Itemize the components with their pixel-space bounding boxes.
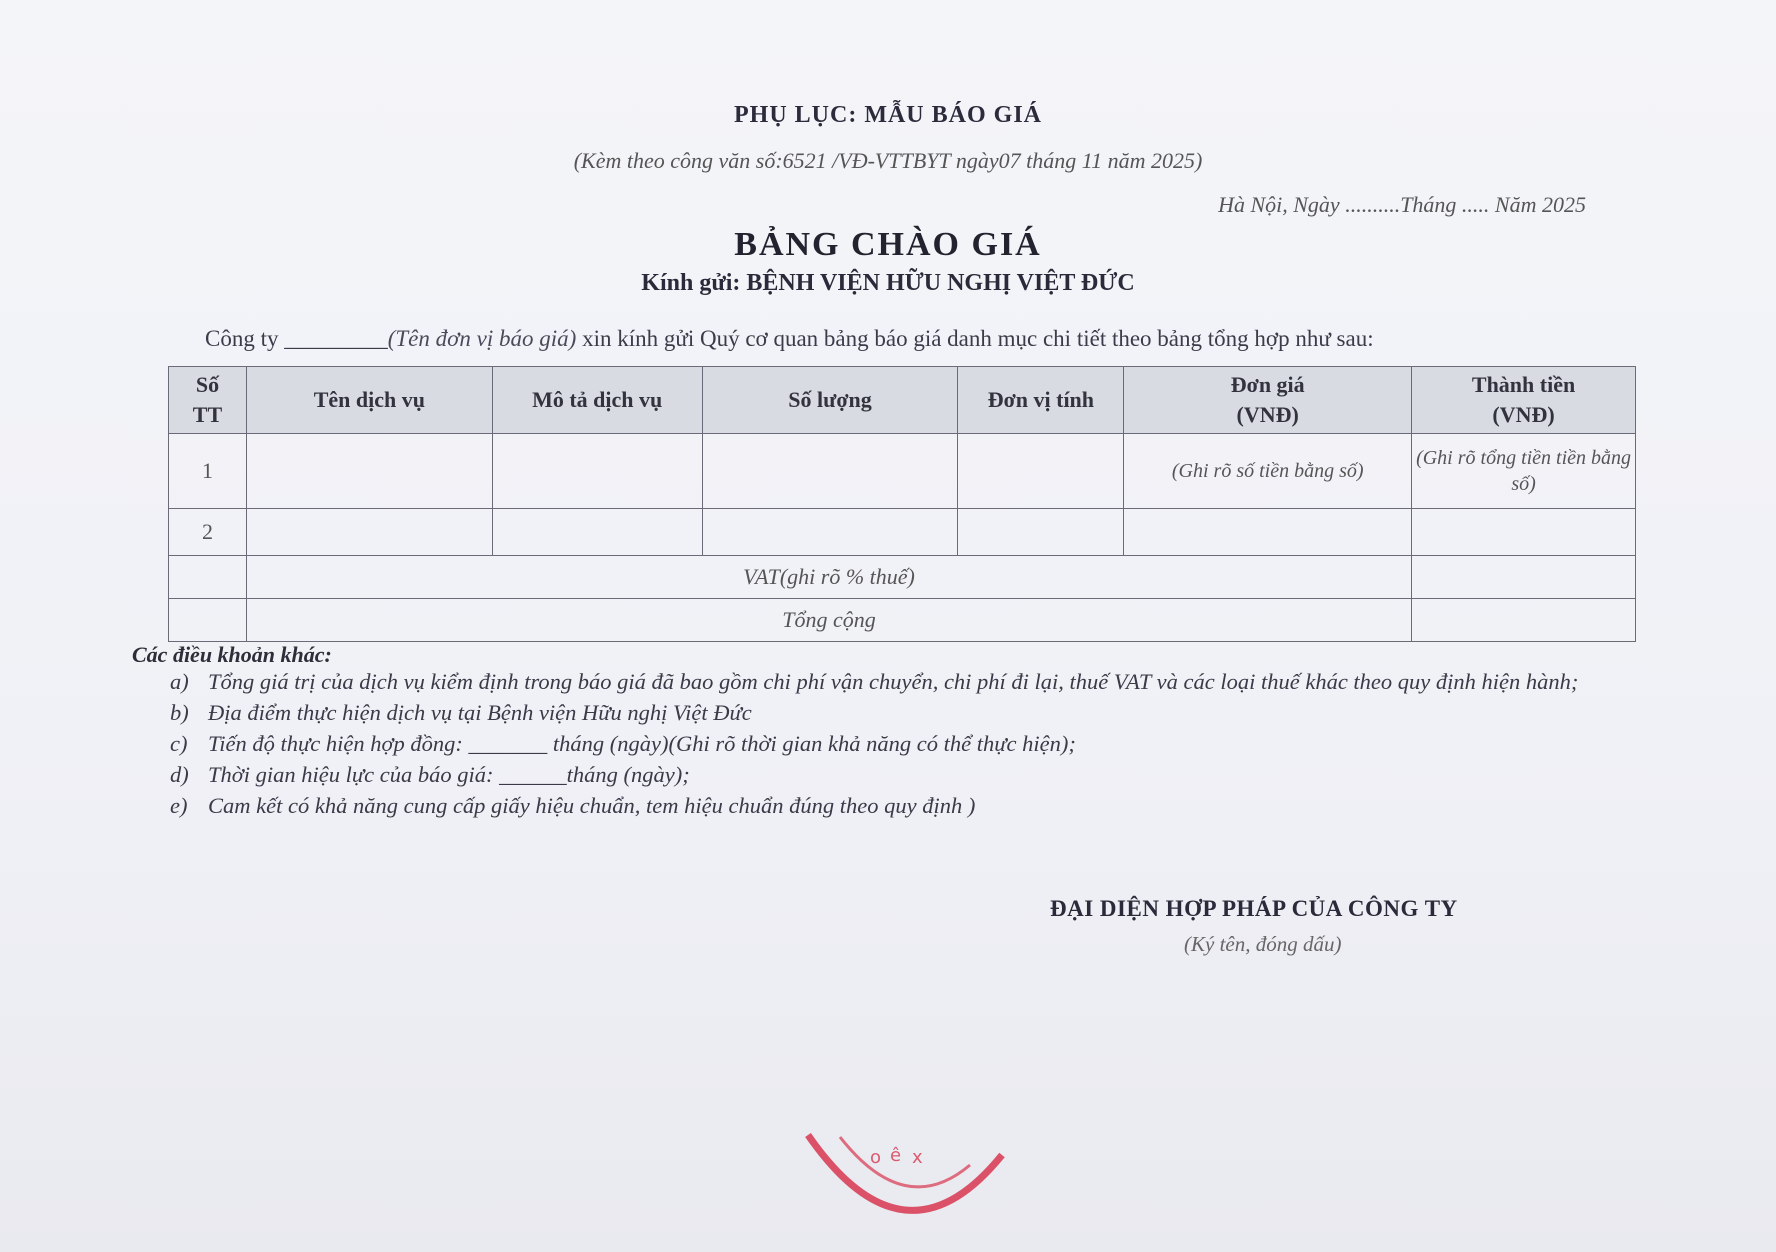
cell-quantity — [702, 509, 958, 556]
cell-service-name — [246, 434, 492, 509]
list-item — [170, 790, 1680, 821]
cell-stt: 1 — [169, 434, 247, 509]
recipient-line: Kính gửi: BỆNH VIỆN HỮU NGHỊ VIỆT ĐỨC — [641, 270, 1135, 296]
cell-total-amount — [1412, 599, 1636, 642]
table-row — [169, 434, 1636, 509]
item-text: Thời gian hiệu lực của báo giá: ______tháng (ngày); — [208, 762, 690, 787]
item-marker: b) — [170, 700, 189, 725]
cell-service-desc — [492, 509, 702, 556]
header-quantity: Số lượng — [702, 367, 958, 434]
item-text: Cam kết có khả năng cung cấp giấy hiệu chuẩn, tem hiệu chuẩn đúng theo quy định ) — [208, 793, 976, 818]
cell-empty — [169, 556, 247, 599]
item-marker: e) — [170, 793, 188, 818]
vat-label: VAT(ghi rõ % thuế) — [246, 556, 1411, 599]
appendix-title: PHỤ LỤC: MẪU BÁO GIÁ — [734, 102, 1042, 128]
cell-unit — [958, 509, 1124, 556]
item-marker: d) — [170, 762, 189, 787]
intro-paragraph — [205, 326, 1374, 352]
list-item — [170, 697, 1680, 728]
item-text: Địa điểm thực hiện dịch vụ tại Bệnh viện Hữu nghị Việt Đức — [208, 700, 752, 725]
cell-total-hint: (Ghi rõ tổng tiền tiền bằng số) — [1412, 434, 1636, 509]
intro-suffix: xin kính gửi Quý cơ quan bảng báo giá danh mục chi tiết theo bảng tổng hợp như sau: — [576, 326, 1374, 351]
item-marker: a) — [170, 669, 189, 694]
header-unit: Đơn vị tính — [958, 367, 1124, 434]
quotation-table — [168, 366, 1636, 642]
date-line: Hà Nội, Ngày ..........Tháng ..... Năm 2025 — [1218, 192, 1586, 217]
svg-text:x: x — [912, 1147, 923, 1168]
svg-text:o: o — [870, 1147, 882, 1168]
cell-quantity — [702, 434, 958, 509]
document-title: BẢNG CHÀO GIÁ — [734, 226, 1042, 263]
cell-unit-price-hint: (Ghi rõ số tiền bằng số) — [1124, 434, 1412, 509]
table-header-row — [169, 367, 1636, 434]
signature-title: ĐẠI DIỆN HỢP PHÁP CỦA CÔNG TY — [1050, 896, 1458, 921]
header-service-name: Tên dịch vụ — [246, 367, 492, 434]
cell-stt: 2 — [169, 509, 247, 556]
signature-note: (Ký tên, đóng dấu) — [1184, 932, 1342, 956]
intro-italic: (Tên đơn vị báo giá) — [387, 326, 577, 351]
table-row — [169, 509, 1636, 556]
terms-list — [170, 666, 1680, 821]
item-text: Tổng giá trị của dịch vụ kiểm định trong báo giá đã bao gồm chi phí vận chuyển, chi phí đi lại, thuế VAT và các loại thuế khác theo quy định hiện hành; — [208, 669, 1579, 694]
list-item — [170, 728, 1680, 759]
list-item — [170, 666, 1680, 697]
red-stamp — [800, 1125, 1010, 1245]
header-service-desc: Mô tả dịch vụ — [492, 367, 702, 434]
header-unit-price: Đơn giá (VNĐ) — [1124, 367, 1412, 434]
item-marker: c) — [170, 731, 188, 756]
cell-unit-price — [1124, 509, 1412, 556]
cell-unit — [958, 434, 1124, 509]
item-text: Tiến độ thực hiện hợp đồng: _______ tháng (ngày)(Ghi rõ thời gian khả năng có thể thực hiện); — [208, 731, 1076, 756]
cell-empty — [169, 599, 247, 642]
attachment-note: (Kèm theo công văn số:6521 /VĐ-VTTBYT ngày07 tháng 11 năm 2025) — [573, 148, 1203, 173]
svg-text:ê: ê — [890, 1145, 902, 1166]
header-total: Thành tiền (VNĐ) — [1412, 367, 1636, 434]
list-item — [170, 759, 1680, 790]
cell-service-desc — [492, 434, 702, 509]
cell-vat-amount — [1412, 556, 1636, 599]
terms-title: Các điều khoản khác: — [132, 642, 332, 667]
cell-total — [1412, 509, 1636, 556]
cell-service-name — [246, 509, 492, 556]
intro-prefix: Công ty _________ — [205, 326, 388, 351]
total-label: Tổng cộng — [246, 599, 1411, 642]
header-stt: Số TT — [169, 367, 247, 434]
total-row — [169, 599, 1636, 642]
vat-row — [169, 556, 1636, 599]
